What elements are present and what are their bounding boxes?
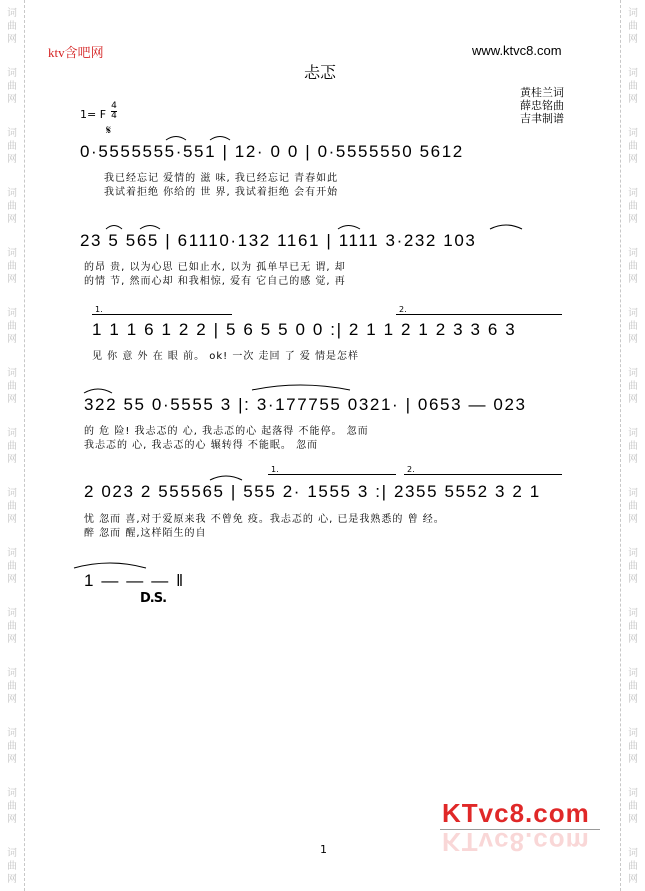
watermark-char: 曲 bbox=[628, 861, 638, 872]
volta-4-label: 2. bbox=[407, 465, 415, 474]
watermark-char: 词 bbox=[628, 8, 638, 19]
watermark-char: 词 bbox=[628, 428, 638, 439]
watermark-char: 网 bbox=[7, 34, 17, 45]
watermark-char: 曲 bbox=[628, 381, 638, 392]
site-url: www.ktvc8.com bbox=[472, 43, 562, 58]
watermark-char: 词 bbox=[7, 848, 17, 859]
watermark-char: 词 bbox=[628, 548, 638, 559]
watermark-char: 曲 bbox=[7, 561, 17, 572]
composer-credit: 薛忠铭曲 bbox=[520, 99, 564, 112]
watermark-char: 词 bbox=[7, 548, 17, 559]
volta-1-label: 1. bbox=[95, 305, 103, 314]
watermark-char: 曲 bbox=[7, 681, 17, 692]
watermark-char: 曲 bbox=[7, 21, 17, 32]
watermark-char: 词 bbox=[7, 8, 17, 19]
watermark-char: 网 bbox=[7, 874, 17, 885]
lyricist-credit: 黄桂兰词 bbox=[520, 86, 564, 99]
watermark-char: 网 bbox=[7, 694, 17, 705]
watermark-char: 词 bbox=[628, 668, 638, 679]
volta-3-label: 1. bbox=[271, 465, 279, 474]
watermark-char: 网 bbox=[628, 514, 638, 525]
watermark-char: 词 bbox=[7, 368, 17, 379]
lyric-line-4b: 我忐忑的 心, 我忐忑的心 辗转得 不能眠。 忽而 bbox=[84, 440, 319, 451]
watermark-char: 网 bbox=[628, 574, 638, 585]
watermark-char: 曲 bbox=[628, 321, 638, 332]
lyric-line-1b: 我试着拒绝 你给的 世 界, 我试着拒绝 会有开始 bbox=[104, 187, 339, 198]
watermark-char: 词 bbox=[7, 428, 17, 439]
watermark-char: 曲 bbox=[628, 741, 638, 752]
watermark-char: 网 bbox=[628, 154, 638, 165]
volta-2-label: 2. bbox=[399, 305, 407, 314]
watermark-char: 曲 bbox=[628, 141, 638, 152]
notes-line-3: 1 1 1 6 1 2 2 | 5 6 5 5 0 0 :| 2 1 1 2 1 2 3 3 6 3 bbox=[92, 320, 517, 339]
watermark-char: 曲 bbox=[7, 501, 17, 512]
page-number: 1 bbox=[320, 843, 327, 856]
watermark-char: 网 bbox=[7, 454, 17, 465]
watermark-char: 网 bbox=[7, 154, 17, 165]
watermark-char: 词 bbox=[628, 848, 638, 859]
lyric-line-5b: 醉 忽而 醒,这样陌生的自 bbox=[84, 528, 207, 539]
watermark-char: 曲 bbox=[7, 861, 17, 872]
watermark-char: 曲 bbox=[628, 621, 638, 632]
watermark-char: 网 bbox=[7, 754, 17, 765]
site-logo-text: ktv含吧网 bbox=[48, 45, 104, 60]
watermark-char: 词 bbox=[628, 68, 638, 79]
watermark-char: 网 bbox=[7, 514, 17, 525]
lyric-line-2a: 的昂 贵, 以为心思 已如止水, 以为 孤单早已无 谓, 却 bbox=[84, 262, 346, 273]
watermark-char: 网 bbox=[628, 454, 638, 465]
watermark-char: 曲 bbox=[7, 801, 17, 812]
watermark-char: 曲 bbox=[7, 81, 17, 92]
watermark-char: 曲 bbox=[7, 741, 17, 752]
watermark-char: 曲 bbox=[628, 201, 638, 212]
lyric-line-1a: 我已经忘记 爱情的 滋 味, 我已经忘记 青春如此 bbox=[104, 173, 339, 184]
watermark-char: 词 bbox=[7, 308, 17, 319]
watermark-char: 网 bbox=[7, 94, 17, 105]
notes-line-4: 322 55 0·5555 3 |: 3·177755 0321· | 0653 — 023 bbox=[84, 395, 527, 414]
watermark-char: 曲 bbox=[7, 261, 17, 272]
watermark-char: 网 bbox=[7, 814, 17, 825]
watermark-char: 词 bbox=[628, 608, 638, 619]
notes-line-1: 0·5555555·551 | 12· 0 0 | 0·5555550 5612 bbox=[80, 142, 464, 161]
watermark-char: 网 bbox=[628, 634, 638, 645]
notes-line-5: 2 023 2 555565 | 555 2· 1555 3 :| 2355 5552 3 2 1 bbox=[84, 482, 541, 501]
watermark-char: 词 bbox=[628, 728, 638, 739]
watermark-char: 曲 bbox=[628, 441, 638, 452]
watermark-char: 曲 bbox=[7, 621, 17, 632]
watermark-char: 曲 bbox=[628, 801, 638, 812]
lyric-line-3a: 见 你 意 外 在 眼 前。 ok! 一次 走回 了 爱 情是怎样 bbox=[92, 351, 360, 362]
watermark-char: 词 bbox=[628, 248, 638, 259]
watermark-char: 网 bbox=[628, 814, 638, 825]
watermark-char: 网 bbox=[7, 334, 17, 345]
watermark-char: 词 bbox=[628, 308, 638, 319]
watermark-char: 网 bbox=[7, 214, 17, 225]
watermark-char: 网 bbox=[628, 754, 638, 765]
watermark-char: 曲 bbox=[7, 141, 17, 152]
watermark-char: 网 bbox=[628, 394, 638, 405]
watermark-char: 网 bbox=[628, 214, 638, 225]
watermark-char: 网 bbox=[7, 574, 17, 585]
lyric-line-2b: 的情 节, 然而心却 和我相惊, 爱有 它自己的感 觉, 再 bbox=[84, 276, 346, 287]
watermark-char: 曲 bbox=[7, 441, 17, 452]
ktvc8-logo-reflection: KTvc8.com bbox=[442, 827, 590, 857]
song-title: 忐忑 bbox=[304, 63, 337, 82]
time-signature: 4 4 bbox=[111, 101, 117, 121]
arranger-credit: 吉聿制谱 bbox=[520, 112, 564, 125]
watermark-char: 词 bbox=[7, 128, 17, 139]
watermark-char: 词 bbox=[7, 68, 17, 79]
watermark-char: 网 bbox=[7, 274, 17, 285]
watermark-char: 词 bbox=[7, 668, 17, 679]
watermark-char: 曲 bbox=[628, 21, 638, 32]
watermark-char: 曲 bbox=[628, 681, 638, 692]
watermark-char: 词 bbox=[7, 728, 17, 739]
watermark-char: 网 bbox=[628, 694, 638, 705]
watermark-char: 词 bbox=[628, 128, 638, 139]
watermark-char: 网 bbox=[7, 394, 17, 405]
watermark-char: 词 bbox=[628, 488, 638, 499]
watermark-char: 网 bbox=[628, 274, 638, 285]
watermark-char: 词 bbox=[7, 608, 17, 619]
watermark-char: 网 bbox=[628, 874, 638, 885]
watermark-char: 曲 bbox=[7, 381, 17, 392]
notes-line-6: 1 — — — ‖ bbox=[84, 571, 185, 590]
watermark-char: 曲 bbox=[628, 81, 638, 92]
watermark-char: 曲 bbox=[628, 501, 638, 512]
watermark-char: 词 bbox=[7, 188, 17, 199]
watermark-char: 词 bbox=[7, 788, 17, 799]
watermark-char: 曲 bbox=[7, 201, 17, 212]
watermark-char: 词 bbox=[7, 488, 17, 499]
lyric-line-5a: 忧 忽而 喜,对于爱原来我 不曾免 疫。我忐忑的 心, 已是我熟悉的 曾 经。 bbox=[84, 514, 445, 525]
lyric-line-4a: 的 危 险! 我忐忑的 心, 我忐忑的心 起落得 不能停。 忽而 bbox=[84, 426, 369, 437]
watermark-char: 曲 bbox=[7, 321, 17, 332]
ds-mark: D.S. bbox=[140, 591, 167, 606]
watermark-char: 曲 bbox=[628, 261, 638, 272]
watermark-char: 词 bbox=[628, 368, 638, 379]
notes-line-2: 23 5 565 | 61110·132 1161 | 1111 3·232 103 bbox=[80, 231, 477, 250]
ktvc8-logo: KTvc8.com bbox=[442, 798, 590, 828]
watermark-char: 词 bbox=[628, 788, 638, 799]
watermark-char: 网 bbox=[628, 334, 638, 345]
watermark-char: 网 bbox=[628, 34, 638, 45]
key-signature: 1= F bbox=[80, 108, 107, 121]
watermark-char: 词 bbox=[628, 188, 638, 199]
segno-icon: 𝄋 bbox=[106, 123, 112, 137]
watermark-char: 网 bbox=[628, 94, 638, 105]
watermark-char: 词 bbox=[7, 248, 17, 259]
watermark-char: 网 bbox=[7, 634, 17, 645]
watermark-char: 曲 bbox=[628, 561, 638, 572]
